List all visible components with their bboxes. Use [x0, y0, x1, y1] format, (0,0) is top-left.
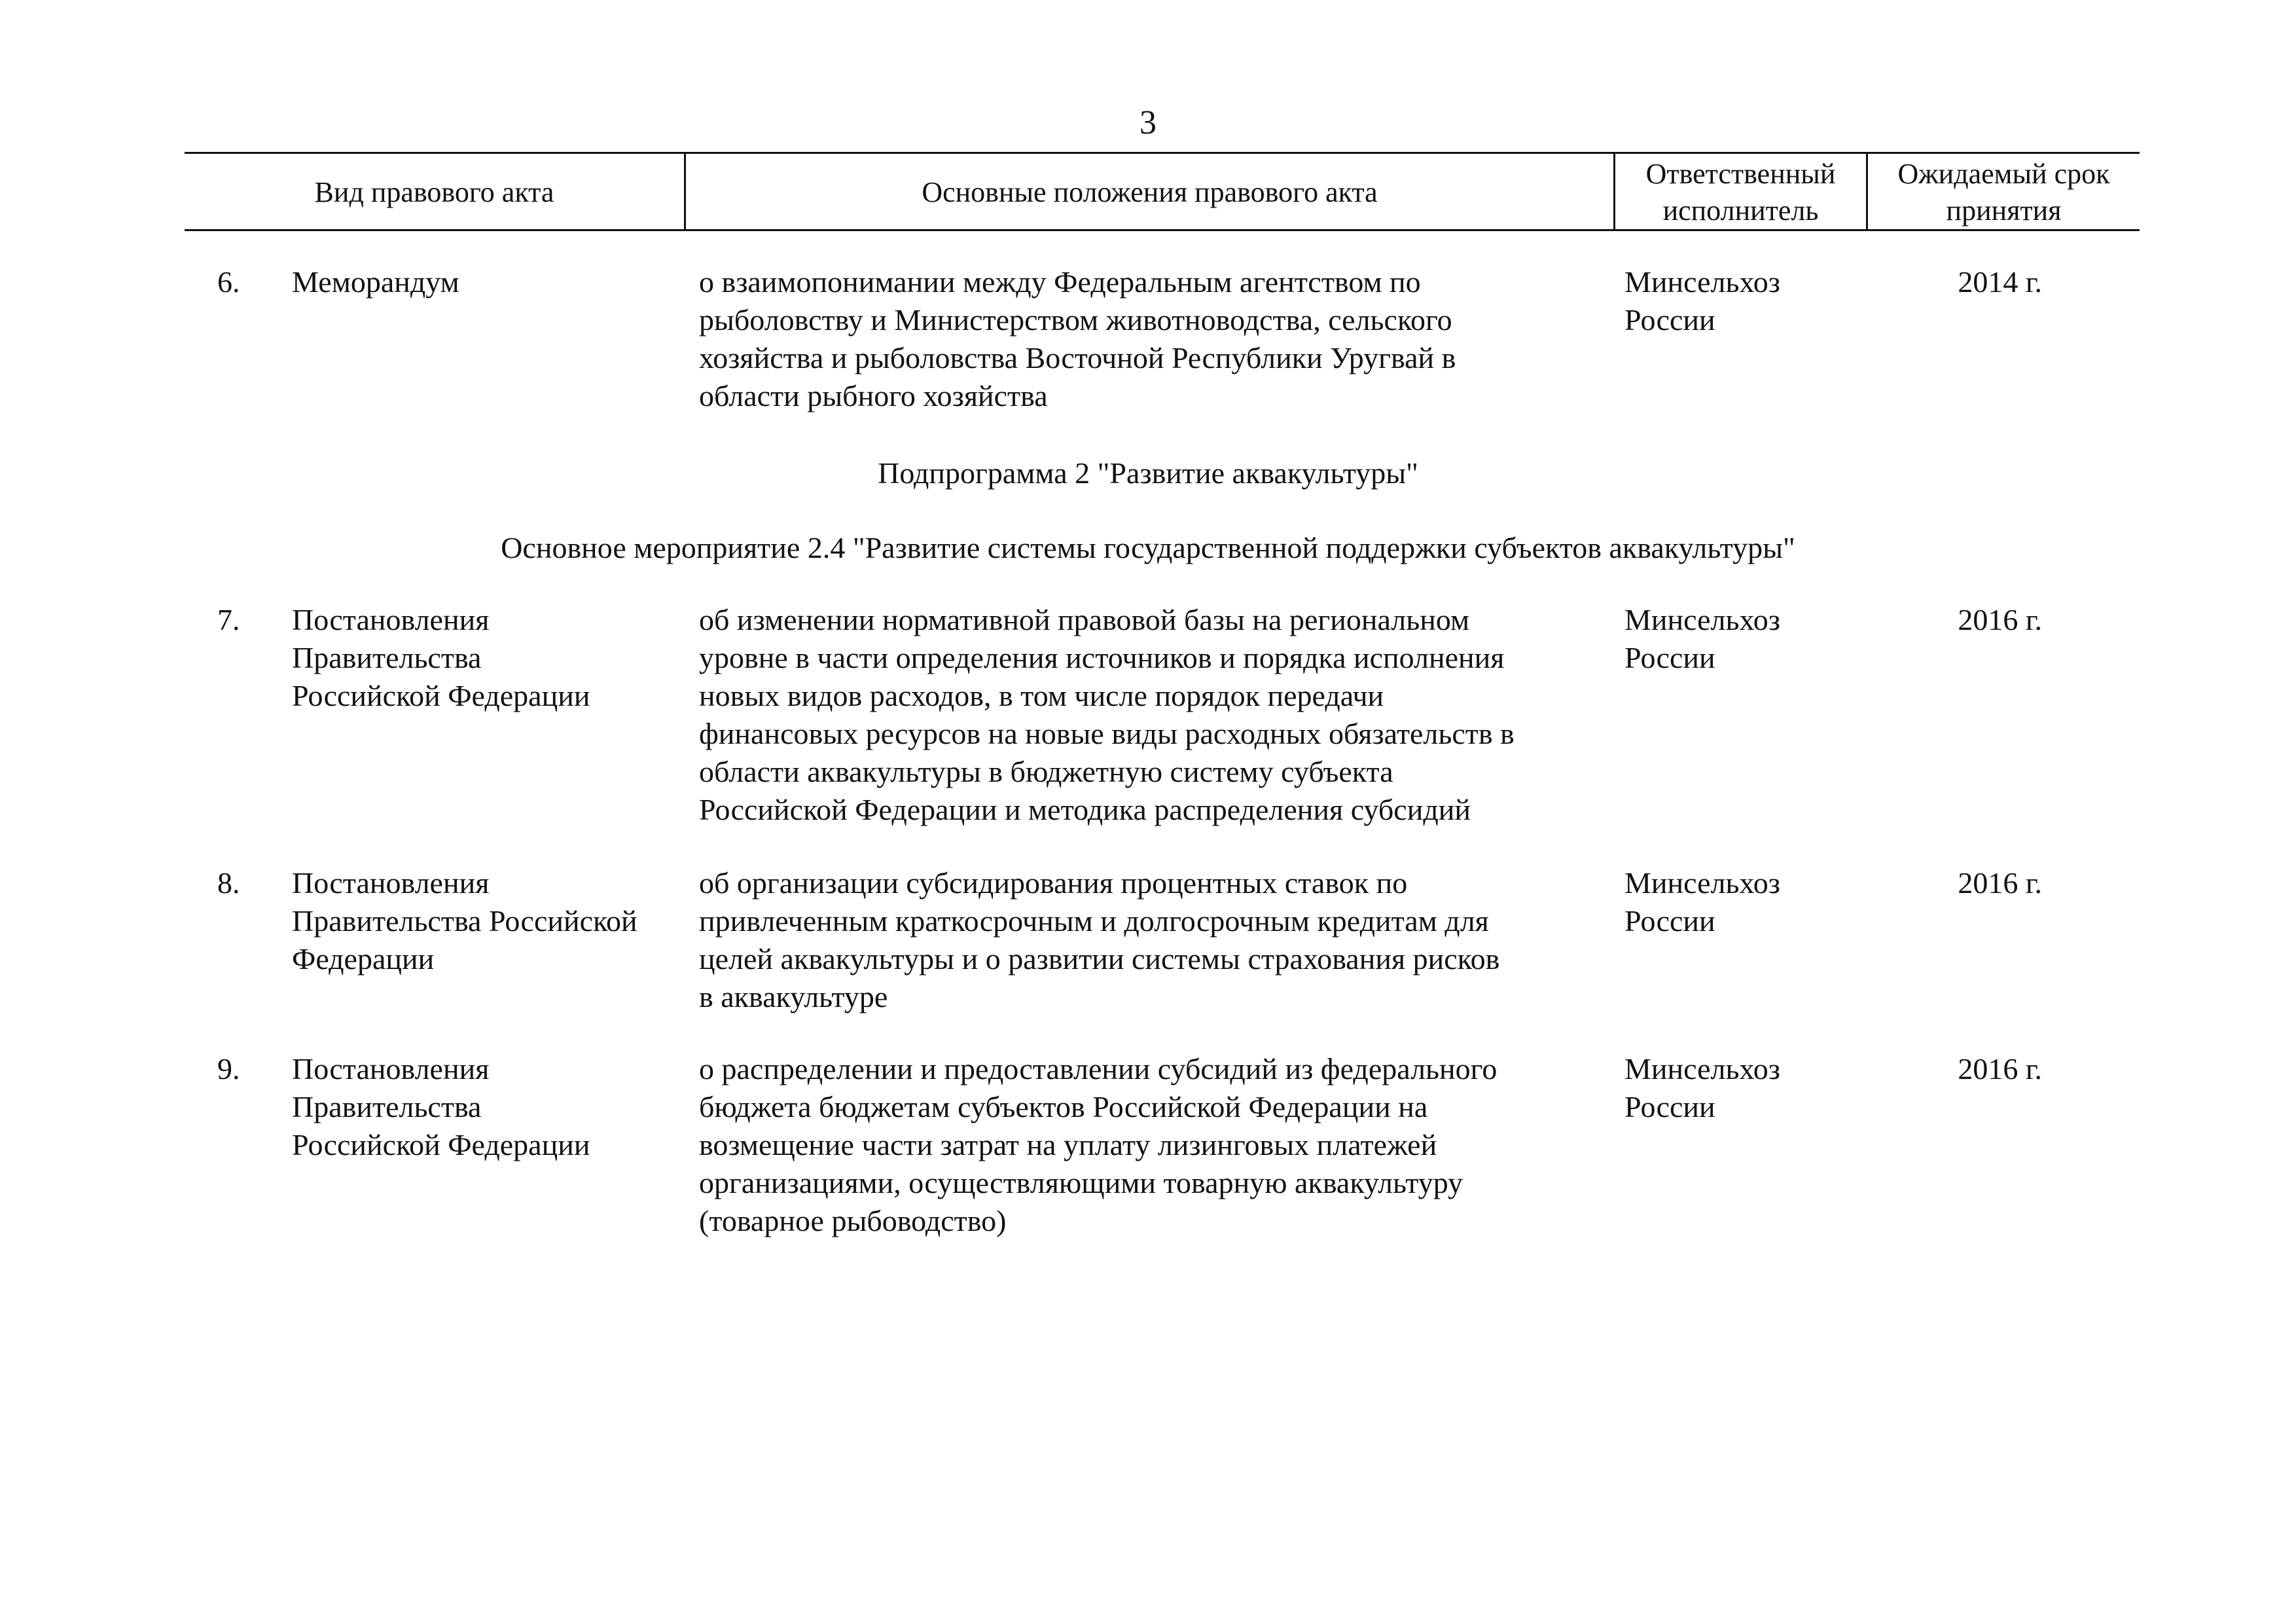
row-number: 8. — [217, 866, 240, 900]
header-main-provisions: Основные положения правового акта — [922, 176, 1378, 208]
row-provisions: о взаимопонимании между Федеральным агентством по рыболовству и Министерством животноводства, сельского хозяйства и рыболовства Восточной Республики Уругвай в области рыбного хозяйства — [699, 265, 1456, 412]
row-term: 2016 г. — [1958, 866, 2042, 900]
header-responsible-executor: Ответственный исполнитель — [1645, 158, 1836, 227]
row-number: 9. — [217, 1052, 240, 1085]
row-number: 6. — [217, 265, 240, 299]
page-number: 3 — [1139, 104, 1157, 141]
row-executor: Минсельхоз России — [1624, 265, 1780, 337]
header-expected-term: Ожидаемый срок принятия — [1897, 158, 2110, 227]
header-bottom-rule — [185, 229, 2140, 231]
header-act-type: Вид правового акта — [314, 176, 554, 208]
row-provisions: об изменении нормативной правовой базы на региональном уровне в части определения источников и порядка исполнения новых видов расходов, в том числе порядок передачи финансовых ресурсов на новые виды расходных обязательств в области аквакультуры в бюджетную систему субъекта Российской Федерации и методика распределения субсидий — [699, 603, 1515, 826]
row-provisions: об организации субсидирования процентных ставок по привлеченным краткосрочным и долгосрочным кредитам для целей аквакультуры и о развитии системы страхования рисков в аквакультуре — [699, 866, 1500, 1013]
row-term: 2016 г. — [1958, 603, 2042, 636]
header-top-rule — [185, 152, 2140, 154]
row-provisions: о распределении и предоставлении субсидий из федерального бюджета бюджетам субъектов Российской Федерации на возмещение части затрат на уплату лизинговых платежей организациями, осуществляющими товарную аквакультуру (товарное рыбоводство) — [699, 1052, 1498, 1237]
row-executor: Минсельхоз России — [1624, 1052, 1780, 1123]
row-executor: Минсельхоз России — [1624, 866, 1780, 938]
row-executor: Минсельхоз России — [1624, 603, 1780, 674]
row-number: 7. — [217, 603, 240, 636]
main-activity-heading: Основное мероприятие 2.4 "Развитие системы государственной поддержки субъектов аквакультуры" — [501, 531, 1795, 564]
row-act-type: Меморандум — [292, 265, 459, 299]
row-act-type: Постановления Правительства Российской Федерации — [292, 866, 637, 976]
subprogram-heading: Подпрограмма 2 "Развитие аквакультуры" — [878, 456, 1418, 490]
row-term: 2014 г. — [1958, 265, 2042, 299]
row-act-type: Постановления Правительства Российской Федерации — [292, 1052, 590, 1161]
row-term: 2016 г. — [1958, 1052, 2042, 1085]
row-act-type: Постановления Правительства Российской Федерации — [292, 603, 590, 712]
